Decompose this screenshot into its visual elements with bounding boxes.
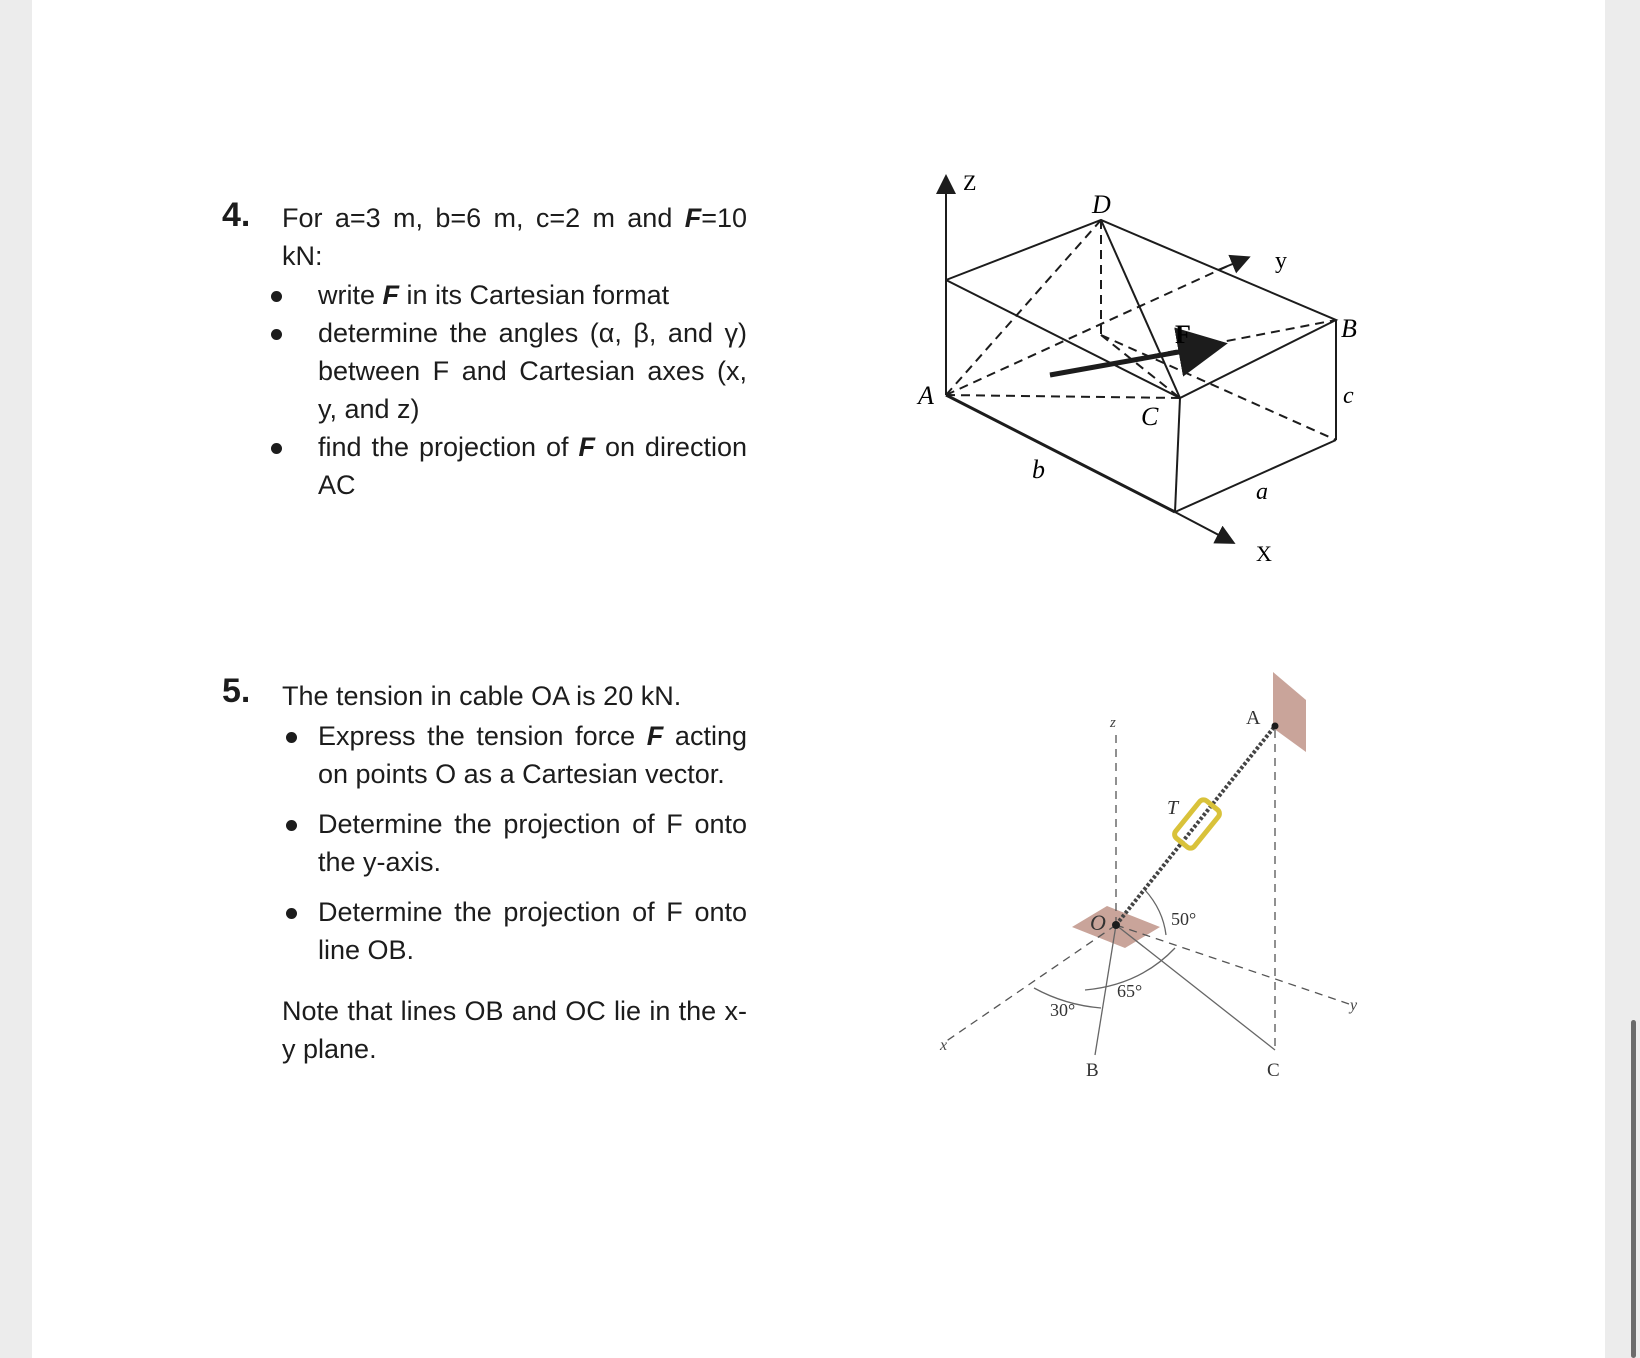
question-5-bullets: [318, 717, 747, 969]
label-A: A: [1246, 707, 1261, 729]
question-5-bullet-3: [318, 893, 747, 969]
question-4-bullet-3: [318, 428, 747, 504]
label-c: c: [1343, 383, 1354, 409]
bullet-dot: [286, 908, 297, 919]
point-A: [1272, 723, 1279, 730]
bullet-dot: [271, 329, 282, 340]
question-5-intro: The tension in cable OA is 20 kN.: [282, 681, 682, 711]
label-B: B: [1341, 314, 1357, 343]
label-x: X: [1256, 541, 1272, 566]
x-axis-dashed: [945, 925, 1116, 1042]
label-C: C: [1267, 1060, 1280, 1081]
label-z: z: [1110, 715, 1116, 731]
bullet-text: on direction AC: [318, 432, 747, 500]
bullet-text: Determine the projection of F onto line OB.: [318, 897, 747, 965]
bullet-dot: [271, 443, 282, 454]
wall-plate: [1273, 672, 1306, 752]
question-4-intro-part2: =10 kN:: [282, 203, 747, 271]
label-F: F: [1175, 320, 1191, 349]
bullet-text: write: [318, 280, 383, 310]
label-O: O: [1090, 910, 1106, 935]
cable-OA: [1116, 726, 1275, 925]
question-5-figure: [920, 665, 1370, 1090]
line-OB: [1095, 925, 1116, 1055]
question-4-bullets: [318, 276, 747, 504]
turnbuckle: [1173, 798, 1222, 850]
label-T: T: [1167, 797, 1179, 819]
bullet-text: find the projection of: [318, 432, 579, 462]
angle-50: 50°: [1171, 909, 1197, 929]
bullet-force: F: [382, 280, 400, 310]
bullet-text: determine the angles (α, β, and γ) between F and Cartesian axes (x, y, and z): [318, 318, 747, 424]
label-y: y: [1275, 248, 1287, 274]
label-D: D: [1092, 190, 1111, 219]
bullet-force: F: [646, 721, 664, 751]
question-4-figure: [900, 165, 1380, 575]
question-4-intro-force: F: [684, 203, 702, 233]
question-4-bullet-2: [318, 314, 747, 428]
dashed-bottom-right: [1101, 335, 1336, 440]
angle-65: 65°: [1117, 981, 1143, 1001]
point-O: [1112, 921, 1120, 929]
edge-C-down: [1175, 398, 1180, 512]
dashed-AC: [946, 395, 1180, 398]
label-a: a: [1256, 479, 1268, 505]
question-5-bullet-2: [318, 805, 747, 881]
label-z: Z: [963, 170, 977, 195]
line-DC: [1101, 220, 1180, 398]
question-5-bullet-1: [318, 717, 747, 793]
y-axis-dashed: [1116, 925, 1352, 1005]
bullet-text: in its Cartesian format: [399, 280, 670, 310]
angle-30: 30°: [1050, 1000, 1076, 1020]
x-axis: [1175, 512, 1232, 542]
label-B: B: [1086, 1060, 1099, 1081]
question-5-number: 5.: [222, 672, 251, 710]
question-5-note: Note that lines OB and OC lie in the x-y plane.: [282, 996, 747, 1064]
label-y: y: [1350, 997, 1358, 1014]
bullet-force: F: [578, 432, 595, 462]
bullet-text: acting on points O as a Cartesian vector.: [318, 721, 747, 789]
bullet-dot: [286, 732, 297, 743]
bullet-text: Determine the projection of F onto the y-axis.: [318, 809, 747, 877]
label-A: A: [918, 381, 934, 410]
scrollbar-thumb[interactable]: [1631, 1020, 1636, 1358]
label-b: b: [1032, 455, 1045, 484]
question-4-bullet-1: [318, 276, 747, 314]
bullet-dot: [271, 291, 282, 302]
bullet-text: Express the tension force: [318, 721, 647, 751]
question-4-number: 4.: [222, 196, 251, 234]
question-4-intro-part1: For a=3 m, b=6 m, c=2 m and: [282, 203, 685, 233]
label-C: C: [1141, 402, 1159, 431]
y-axis-arrow: [1218, 258, 1247, 270]
bullet-dot: [286, 820, 297, 831]
question-4-intro: [282, 199, 747, 275]
dashed-bottom-back: [1101, 335, 1180, 398]
label-x: x: [940, 1037, 948, 1054]
